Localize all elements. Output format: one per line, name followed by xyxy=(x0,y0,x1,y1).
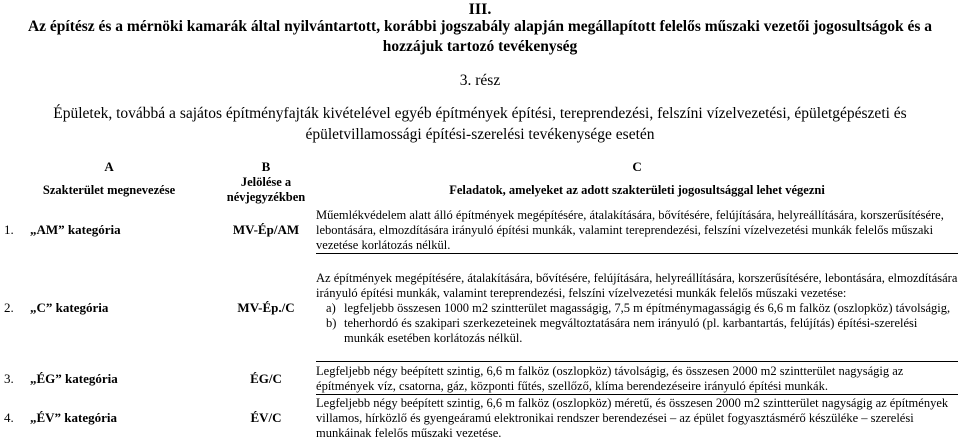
description-text: Az építmények megépítésére, átalakítására, bővítésére, felújítására, helyreállítására, korszerűsítésére, lebontására, elmozdítására irányuló építési munkák, valamint tereprendezési, felszíni vízelvezetési munkák felelős műszaki vezetése: xyxy=(316,271,958,301)
category-name: „ÉV” kategória xyxy=(30,395,216,441)
column-header-field: Szakterület megnevezése xyxy=(2,174,216,206)
category-description: Legfeljebb négy beépített szintig, 6,6 m falköz (oszlopköz) méretű, és összesen 2000 m2 szintterület nagyságig az építmények villamos, hírközlő és gyengeáramú elektronikai rendszer berendezései – az épület fogyasztásmérő készüléke – szerelési munkáinak felelős műszaki vezetése. xyxy=(316,395,958,441)
list-item-text: teherhordó és szakipari szerkezeteinek megváltoztatására nem irányuló (pl. karbantartás, felújítás) építési-szerelési munkák esetében korlátozás nélkül. xyxy=(344,316,917,345)
category-code: MV-Ép/AM xyxy=(216,206,316,254)
table-row xyxy=(2,395,958,441)
list-item-text: legfeljebb összesen 1000 m2 szintterület magasságig, 7,5 m építménymagasságig és 6,6 m falköz (oszlopköz) távolságig, xyxy=(344,301,950,315)
column-letter-row xyxy=(2,158,958,174)
section-roman-numeral: III. xyxy=(0,0,960,20)
column-header-tasks: Feladatok, amelyeket az adott szakterületi jogosultsággal lehet végezni xyxy=(316,174,958,206)
part-label: 3. rész xyxy=(0,71,960,91)
category-name: „C” kategória xyxy=(30,254,216,362)
list-marker: a) xyxy=(326,301,336,316)
category-description: Műemlékvédelem alatt álló építmények megépítésére, átalakítására, bővítésére, felújítására, helyreállítására, korszerűsítésére, lebontására, elmozdítására irányuló építési munkák, valamint tereprendezési, felszíni vízelvezetési munkák felelős műszaki vezetése korlátozás nélkül. xyxy=(316,206,958,254)
table-row xyxy=(2,206,958,254)
column-header-code: Jelölése a névjegyzékben xyxy=(216,174,316,206)
row-number: 1. xyxy=(2,206,30,254)
category-description xyxy=(316,254,958,362)
category-code: ÉG/C xyxy=(216,362,316,395)
table-row xyxy=(2,254,958,362)
list-item xyxy=(316,316,958,346)
document-title: Az építész és a mérnöki kamarák által nyilvántartott, korábbi jogszabály alapján megállapított felelős műszaki vezetői jogosultságok és a hozzájuk tartozó tevékenység xyxy=(0,17,960,57)
list-item xyxy=(316,301,958,316)
category-description: Legfeljebb négy beépített szintig, 6,6 m falköz (oszlopköz) távolságig, és összesen 2000 m2 szintterület nagyságig az építmények víz, csatorna, gáz, központi fűtés, szellőző, klíma berendezéseire irányuló építési munkák. xyxy=(316,362,958,395)
part-description: Épületek, továbbá a sajátos építményfajták kivételével egyéb építmények építési, tereprendezési, felszíni vízelvezetési, épületgépészeti és épületvillamossági építési-szerelési tevékenysége esetén xyxy=(0,103,960,145)
column-header-row xyxy=(2,174,958,206)
table-row xyxy=(2,362,958,395)
row-number: 3. xyxy=(2,362,30,395)
column-letter-a: A xyxy=(2,158,216,174)
category-code: MV-Ép./C xyxy=(216,254,316,362)
column-letter-b: B xyxy=(216,158,316,174)
category-code: ÉV/C xyxy=(216,395,316,441)
list-marker: b) xyxy=(326,316,336,331)
category-name: „AM” kategória xyxy=(30,206,216,254)
category-name: „ÉG” kategória xyxy=(30,362,216,395)
condition-list xyxy=(316,301,958,346)
column-letter-c: C xyxy=(316,158,958,174)
row-number: 4. xyxy=(2,395,30,441)
row-number: 2. xyxy=(2,254,30,362)
qualification-table xyxy=(2,158,958,441)
